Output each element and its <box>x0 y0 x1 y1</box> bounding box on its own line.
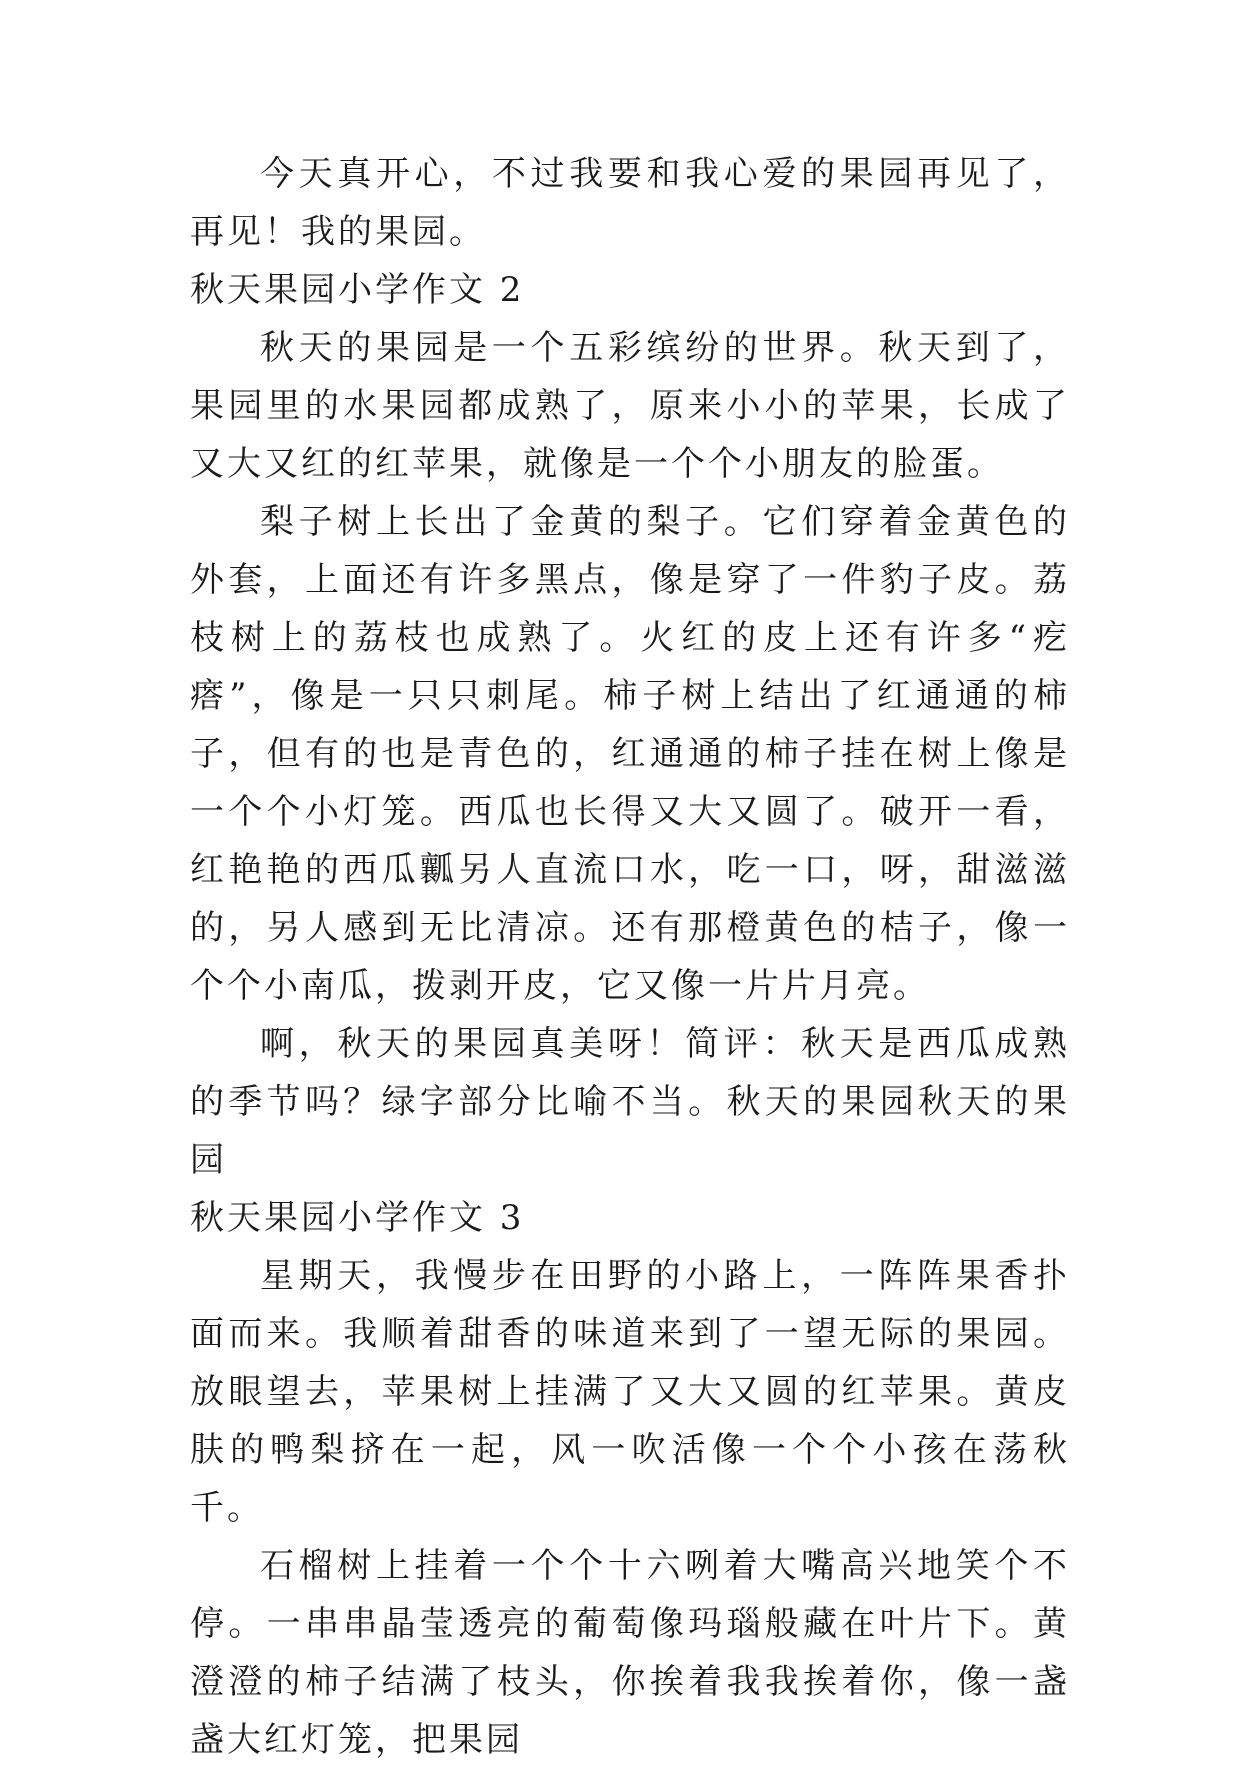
paragraph-sunday-walk: 星期天，我慢步在田野的小路上，一阵阵果香扑面而来。我顺着甜香的味道来到了一望无际的果园。放眼望去，苹果树上挂满了又大又圆的红苹果。黄皮肤的鸭梨挤在一起，风一吹活像一个个小孩在荡秋千。 <box>190 1256 1070 1528</box>
section-heading-3: 秋天果园小学作文 3 <box>190 1198 525 1238</box>
paragraph-comment: 啊，秋天的果园真美呀！简评：秋天是西瓜成熟的季节吗？绿字部分比喻不当。秋天的果园秋天的果园 <box>190 1024 1070 1180</box>
paragraph-colorful-orchard: 秋天的果园是一个五彩缤纷的世界。秋天到了，果园里的水果园都成熟了，原来小小的苹果，长成了又大又红的红苹果，就像是一个个小朋友的脸蛋。 <box>190 328 1070 484</box>
section-heading-2: 秋天果园小学作文 2 <box>190 270 525 310</box>
paragraph-pomegranate: 石榴树上挂着一个个十六咧着大嘴高兴地笑个不停。一串串晶莹透亮的葡萄像玛瑙般藏在叶片下。黄澄澄的柿子结满了枝头，你挨着我我挨着你，像一盏盏大红灯笼，把果园 <box>190 1546 1070 1760</box>
paragraph-farewell: 今天真开心，不过我要和我心爱的果园再见了，再见！我的果园。 <box>190 154 1070 252</box>
paragraph-fruits: 梨子树上长出了金黄的梨子。它们穿着金黄色的外套，上面还有许多黑点，像是穿了一件豹子皮。荔枝树上的荔枝也成熟了。火红的皮上还有许多“疙瘩”，像是一只只刺尾。柿子树上结出了红通通的柿子，但有的也是青色的，红通通的柿子挂在树上像是一个个小灯笼。西瓜也长得又大又圆了。破开一看，红艳艳的西瓜瓤另人直流口水，吃一口，呀，甜滋滋的，另人感到无比清凉。还有那橙黄色的桔子，像一个个小南瓜，拨剥开皮，它又像一片片月亮。 <box>190 502 1070 1006</box>
document-body <box>190 145 1070 1769</box>
